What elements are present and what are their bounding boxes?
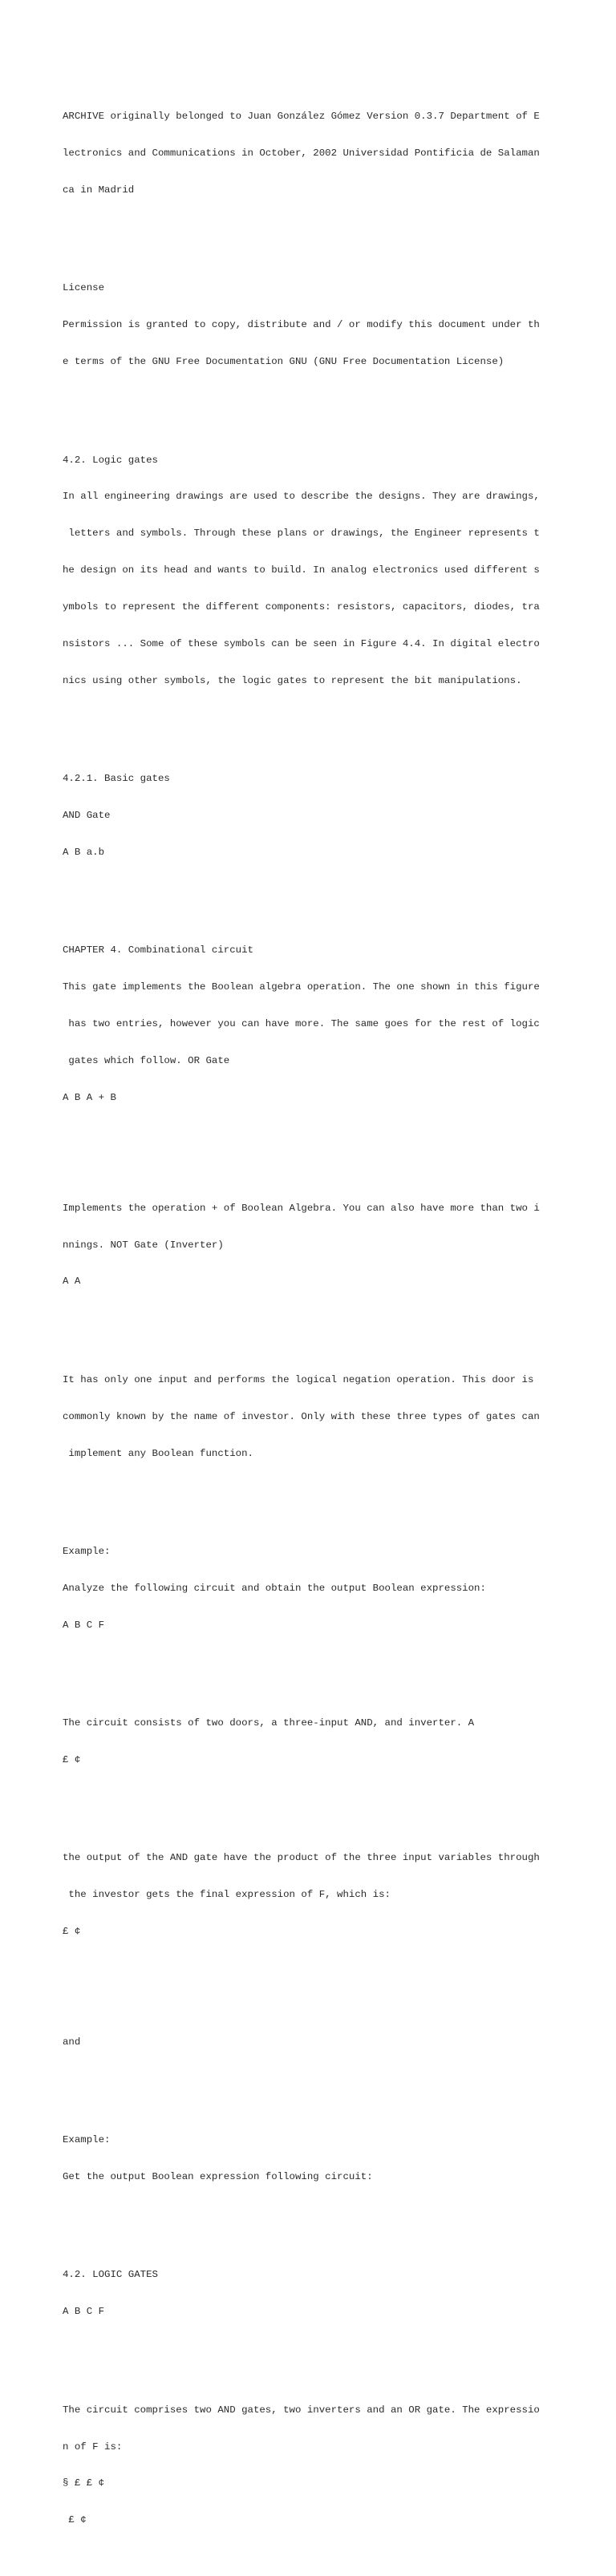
text-line: lectronics and Communications in October, 2002 Universidad Pontificia de Salaman [63,148,540,160]
paragraph-license [63,258,608,393]
text-line: £ ¢ [63,2514,87,2526]
paragraph-example-2 [63,2110,608,2208]
text-line: £ ¢ [63,1926,81,1938]
paragraph-and [63,2012,608,2073]
text-line: n of F is: [63,2441,123,2453]
text-line: § £ £ ¢ [63,2477,105,2489]
text-line: has two entries, however you can have more. The same goes for the rest of logic [63,1018,540,1030]
text-line: nnings. NOT Gate (Inverter) [63,1239,224,1251]
text-line: A A [63,1276,81,1288]
text-line: In all engineering drawings are used to describe the designs. They are drawings, [63,491,540,503]
paragraph-archive-header [63,87,608,221]
text-line: 4.2. Logic gates [63,454,158,466]
text-line: License [63,282,105,294]
paragraph-basic-gates [63,749,608,884]
text-line: gates which follow. OR Gate [63,1055,230,1067]
text-line: A B A + B [63,1091,116,1103]
paragraph-circuit-comprises [63,2380,608,2551]
text-line: letters and symbols. Through these plans or drawings, the Engineer represents t [63,528,540,540]
text-line: Example: [63,1545,111,1557]
text-line: ARCHIVE originally belonged to Juan González Gómez Version 0.3.7 Department of E [63,111,540,123]
document-body [63,62,608,2576]
text-line: the investor gets the final expression of F, which is: [63,1889,391,1901]
text-line: A B C F [63,2306,105,2318]
text-line: The circuit comprises two AND gates, two inverters and an OR gate. The expressio [63,2404,540,2416]
text-line: CHAPTER 4. Combinational circuit [63,944,253,956]
text-line: commonly known by the name of investor. Only with these three types of gates can [63,1410,540,1422]
text-line: nsistors ... Some of these symbols can be seen in Figure 4.4. In digital electro [63,637,540,649]
text-line: It has only one input and performs the logical negation operation. This door is [63,1373,534,1385]
text-line: ymbols to represent the different components: resistors, capacitors, diodes, tra [63,601,540,613]
text-line: the output of the AND gate have the product of the three input variables through [63,1852,540,1864]
text-line: £ ¢ [63,1753,81,1765]
text-line: he design on its head and wants to build. In analog electronics used different s [63,564,540,576]
text-line: 4.2.1. Basic gates [63,773,170,785]
paragraph-logic-gates-heading [63,2245,608,2343]
text-line: AND Gate [63,810,111,822]
text-line: Permission is granted to copy, distribute and / or modify this document under th [63,319,540,331]
text-line: implement any Boolean function. [63,1447,253,1459]
paragraph-chapter-4 [63,920,608,1129]
text-line: Implements the operation + of Boolean Algebra. You can also have more than two i [63,1202,540,1214]
text-line: e terms of the GNU Free Documentation GNU (GNU Free Documentation License) [63,356,505,368]
text-line: 4.2. LOGIC GATES [63,2269,158,2281]
paragraph-and-output [63,1828,608,1963]
paragraph-circuit-doors [63,1692,608,1790]
text-line: A B a.b [63,847,105,858]
text-line: and [63,2036,81,2048]
text-line: Get the output Boolean expression following circuit: [63,2171,373,2183]
text-line: The circuit consists of two doors, a three-input AND, and inverter. A [63,1717,475,1729]
paragraph-or-gate [63,1178,608,1312]
text-line: ca in Madrid [63,184,135,196]
text-line: This gate implements the Boolean algebra operation. The one shown in this figure [63,981,540,993]
paragraph-example-1 [63,1521,608,1656]
text-line: A B C F [63,1619,105,1631]
paragraph-not-gate [63,1349,608,1484]
text-line: Analyze the following circuit and obtain the output Boolean expression: [63,1582,486,1594]
paragraph-logic-gates [63,430,608,712]
text-line: Example: [63,2134,111,2146]
text-line: nics using other symbols, the logic gates to represent the bit manipulations. [63,674,522,686]
